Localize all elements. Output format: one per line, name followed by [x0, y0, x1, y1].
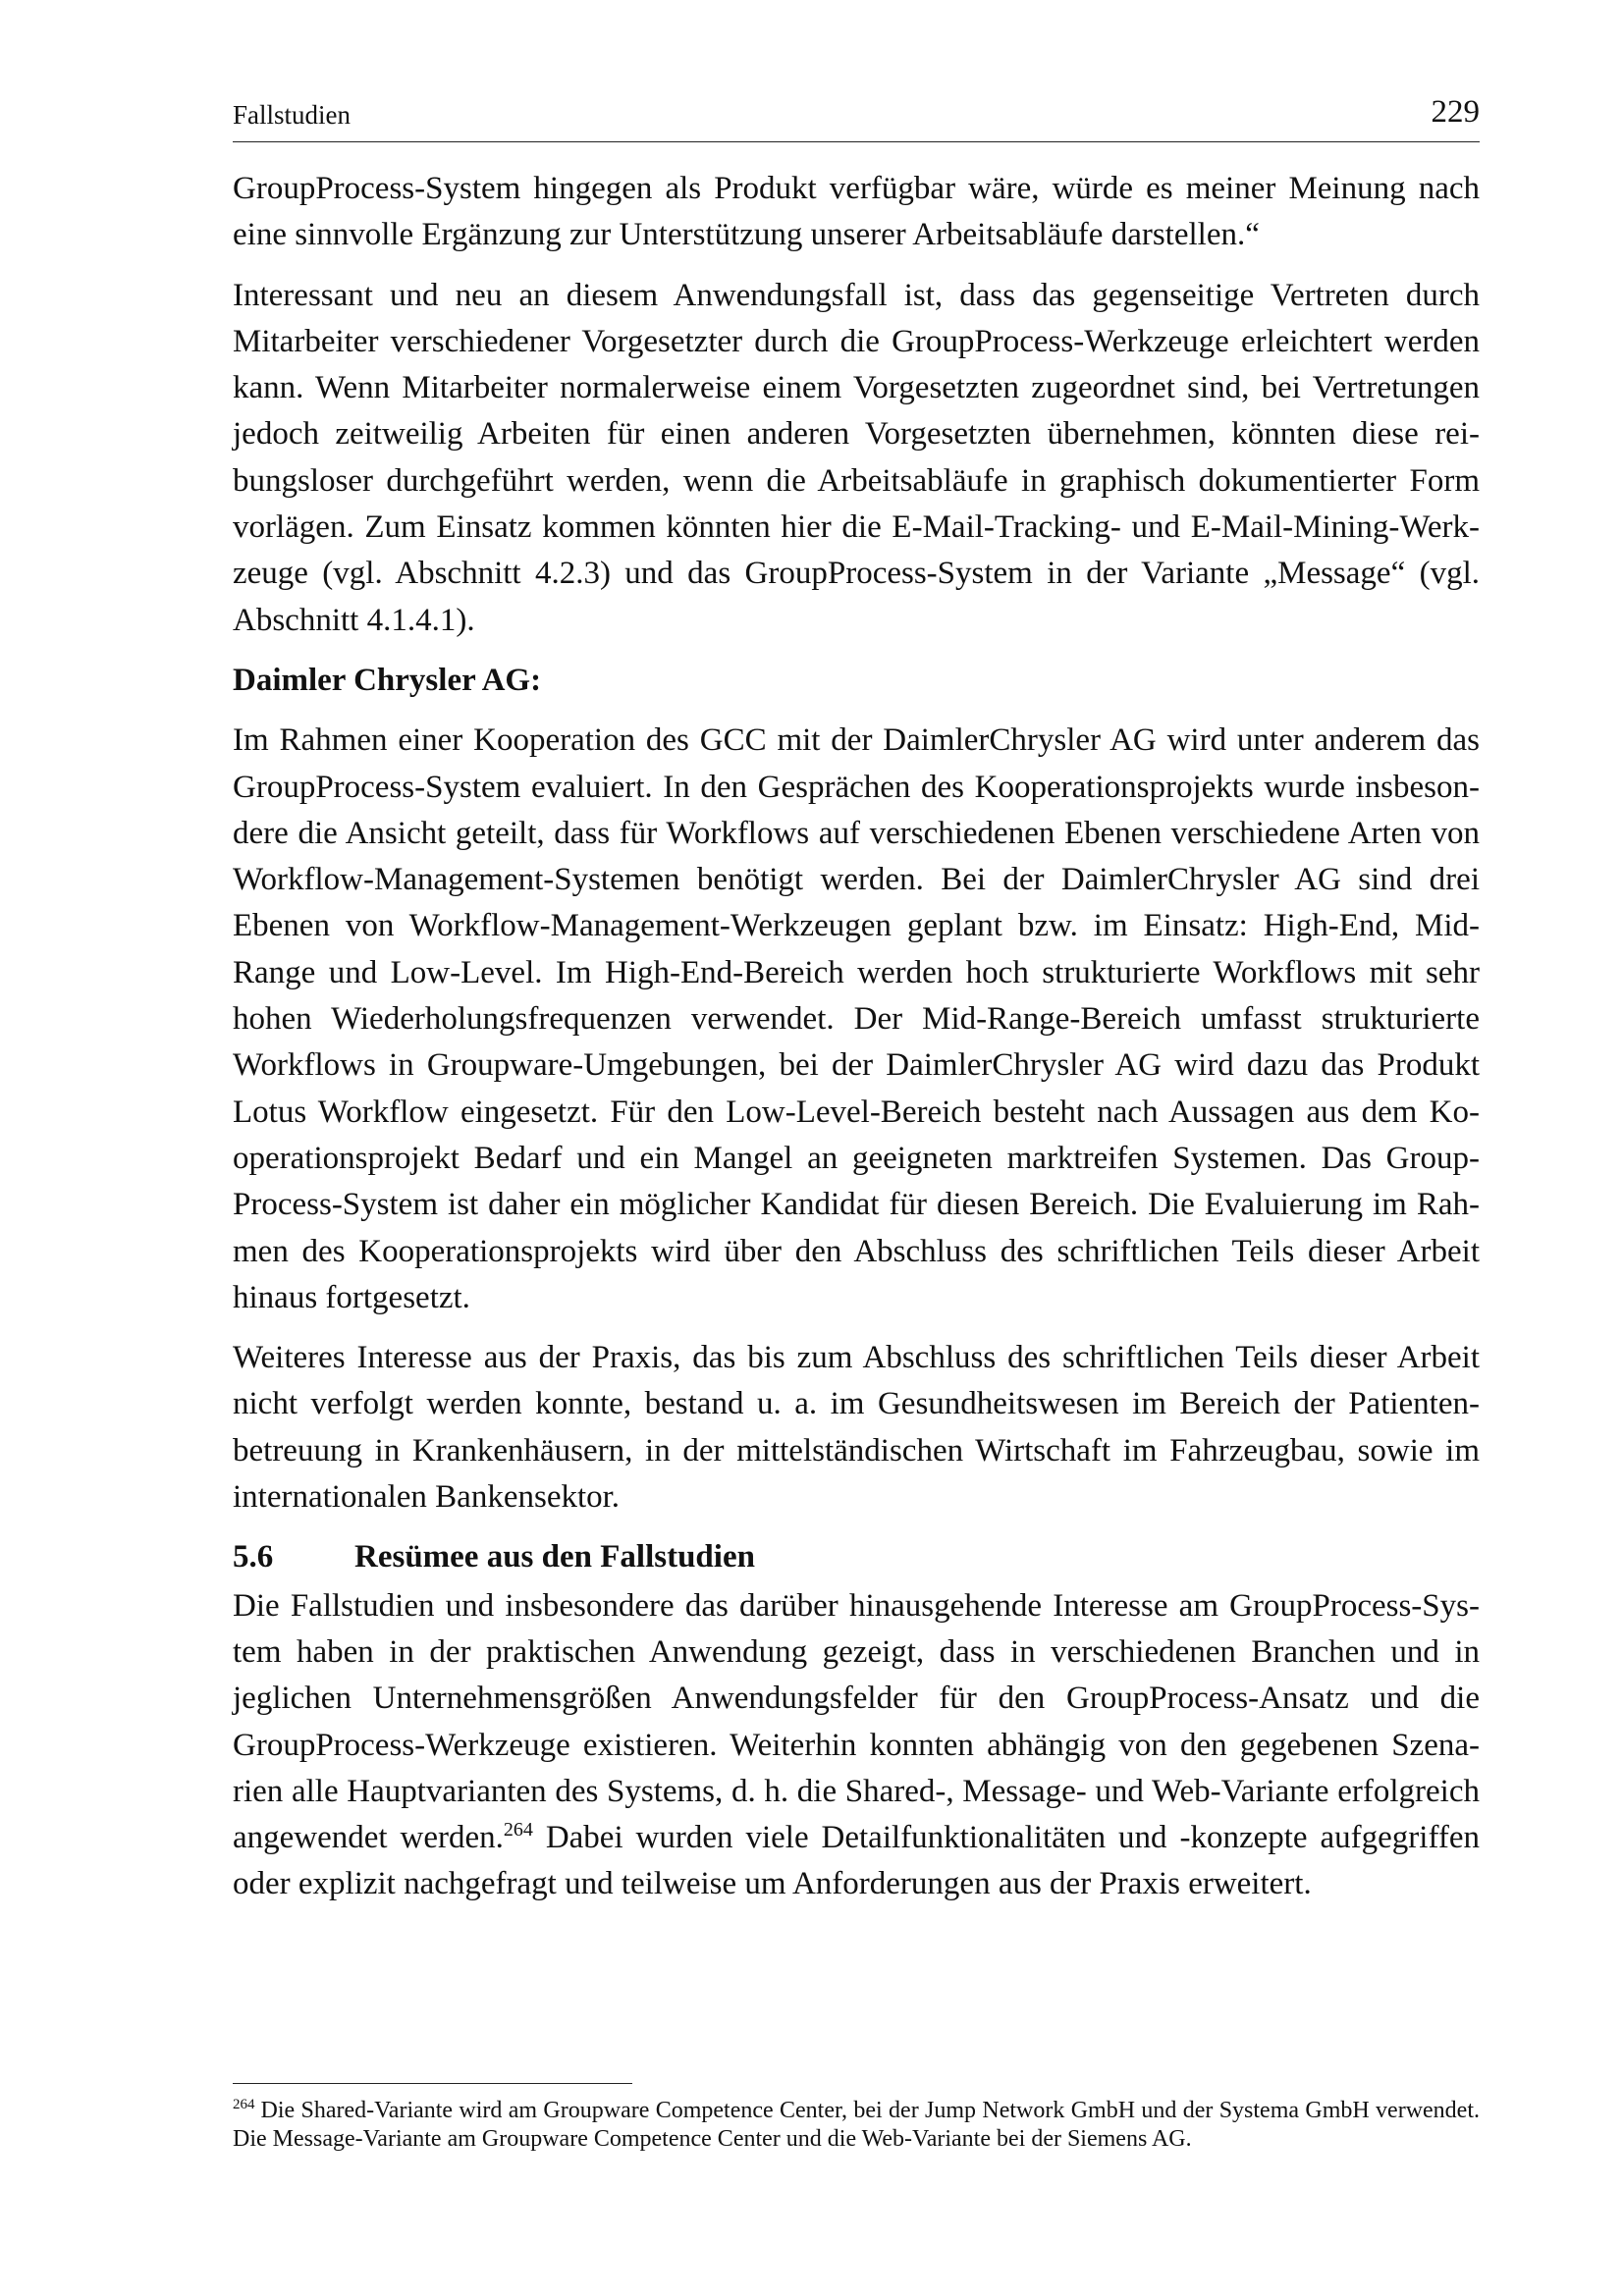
footnote-number: 264 — [233, 2097, 255, 2112]
subheading-daimler: Daimler Chrysler AG: — [233, 662, 542, 698]
paragraph-3: Im Rahmen einer Kooperation des GCC mit der DaimlerChrysler AG wird unter anderem das GroupProcess-System evaluiert. In den Gesprächen des Kooperationsprojekts wurde insbesondere die Ansicht geteilt, dass für Workflows auf verschiedenen Ebenen verschiedene Arten von Workflow-Management-Systemen benötigt werden. Bei der DaimlerChrysler AG sind drei Ebenen von Workflow-Management-Werkzeugen geplant bzw. im Einsatz: High-End, Mid-Range und Low-Level. Im High-End-Bereich werden hoch strukturierte Workflows mit sehr hohen Wiederholungsfrequenzen verwendet. Der Mid-Range-Bereich umfasst strukturierte Workflows in Groupware-Umgebungen, bei der DaimlerChrysler AG wird dazu das Produkt Lotus Workflow eingesetzt. Für den Low-Level-Bereich besteht nach Aussagen aus dem Kooperationsprojekt Bedarf und ein Mangel an geeigneten marktreifen Systemen. Das GroupProcess-System ist daher ein möglicher Kandidat für diesen Bereich. Die Evaluierung im Rahmen des Kooperationsprojekts wird über den Abschluss des schriftlichen Teils dieser Arbeit hinaus fortgesetzt. — [233, 722, 1480, 1315]
page — [233, 94, 1480, 1922]
section-number: 5.6 — [233, 1539, 274, 1575]
footnote-divider — [233, 2083, 632, 2084]
paragraph-1: GroupProcess-System hingegen als Produkt verfügbar wäre, würde es meiner Meinung nach eine sinnvolle Ergänzung zur Unterstützung unserer Arbeitsabläufe darstellen.“ — [233, 171, 1480, 253]
section-text-start: Die Fallstudien und insbesondere das darüber hinausgehende Interesse am GroupProcess-System haben in der praktischen Anwendung gezeigt, dass in verschiedenen Branchen und in jeglichen Unternehmensgrößen Anwendungsfelder für den GroupProcess-Ansatz und die GroupProcess-Werkzeuge existieren. Weiterhin konnten abhängig von den gegebenen Szenarien alle Hauptvarianten des Systems, d. h. die Shared-, Message- und Web-Variante erfolgreich angewendet werden. — [233, 1587, 1480, 1856]
paragraph-4: Weiteres Interesse aus der Praxis, das bis zum Abschluss des schriftlichen Teils dieser Arbeit nicht verfolgt werden konnte, bestand u. a. im Gesundheitswesen im Bereich der Patientenbetreuung in Krankenhäusern, in der mittelständischen Wirtschaft im Fahrzeugbau, sowie im internationalen Bankensektor. — [233, 1340, 1480, 1516]
section-title: Resümee aus den Fallstudien — [354, 1539, 755, 1575]
running-header — [233, 94, 1480, 142]
footnote-reference[interactable]: 264 — [503, 1819, 533, 1842]
footnote — [233, 2097, 1480, 2154]
paragraph-2: Interessant und neu an diesem Anwendungsfall ist, dass das gegenseitige Vertreten durch Mitarbeiter verschiedener Vorgesetzter durch die GroupProcess-Werkzeuge erleichtert werden kann. Wenn Mitarbeiter normalerweise einem Vorgesetzten zugeordnet sind, bei Vertretungen jedoch zeitweilig Arbeiten für einen anderen Vorgesetzten übernehmen, könnten diese reibungsloser durchgeführt werden, wenn die Arbeitsabläufe in graphisch dokumentierter Form vorlägen. Zum Einsatz kommen könnten hier die E-Mail-Tracking- und E-Mail-Mining-Werkzeuge (vgl. Abschnitt 4.2.3) und das GroupProcess-System in der Variante „Message“ (vgl. Abschnitt 4.1.4.1). — [233, 277, 1480, 638]
chapter-title: Fallstudien — [233, 100, 351, 130]
section-text-end: Dabei wurden viele Detailfunktionalitäten und -konzepte aufgegriffen oder explizit nachgefragt und teilweise um Anforderungen aus der Praxis erweitert. — [233, 1820, 1480, 1902]
body-text — [233, 166, 1480, 1908]
section-heading — [233, 1534, 1480, 1580]
section-paragraph — [233, 1583, 1480, 1908]
page-number: 229 — [1431, 94, 1480, 130]
footnote-text: Die Shared-Variante wird am Groupware Competence Center, bei der Jump Network GmbH und der Systema GmbH verwendet. Die Message-Variante am Groupware Competence Center und die Web-Variante bei der Siemens AG. — [233, 2098, 1480, 2152]
